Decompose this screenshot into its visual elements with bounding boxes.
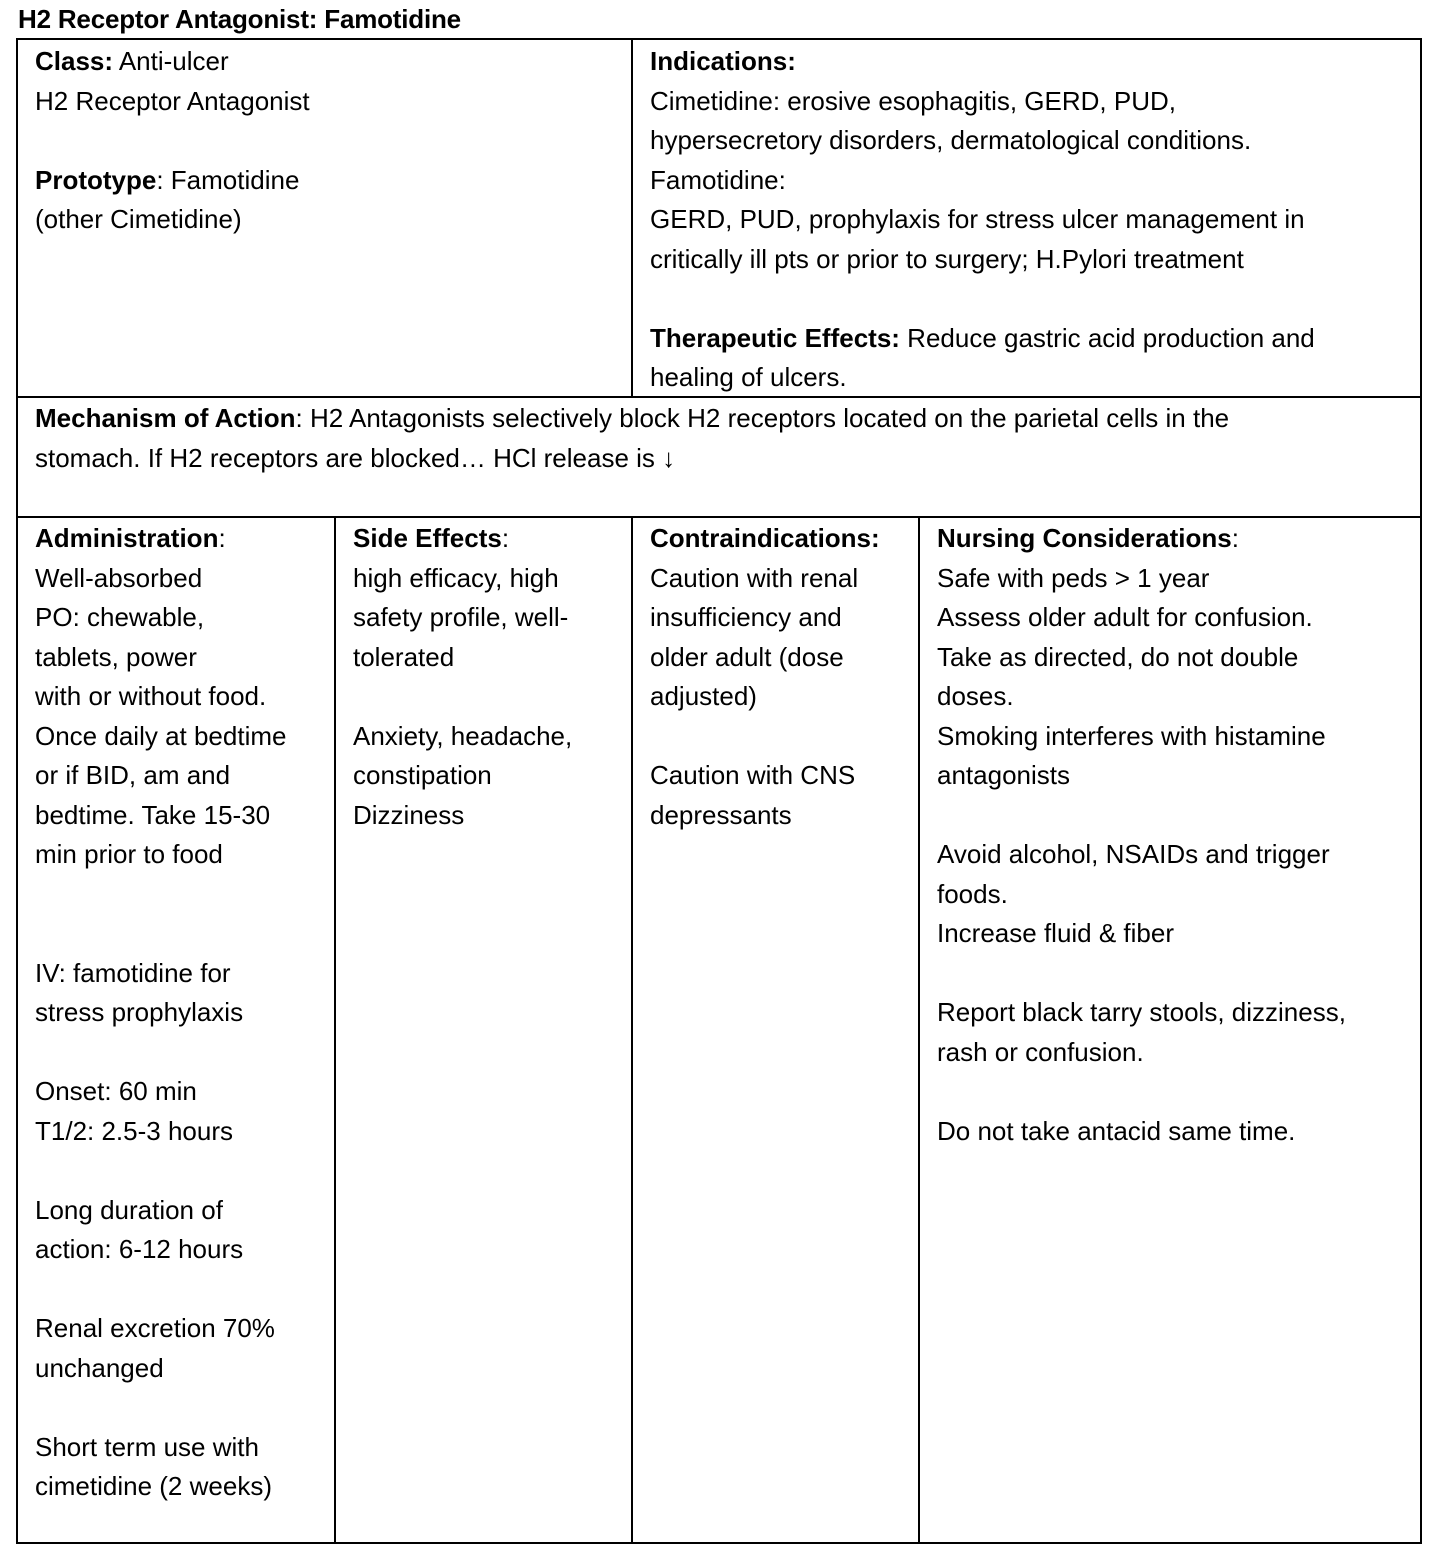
list-line: rash or confusion.	[937, 1036, 1144, 1067]
mechanism-text-1: : H2 Antagonists selectively block H2 receptors located on the parietal cells in the	[295, 403, 1230, 433]
list-line: adjusted)	[650, 681, 757, 711]
list-line: T1/2: 2.5-3 hours	[35, 1115, 233, 1146]
therapeutic-effects-cont: healing of ulcers.	[650, 362, 847, 392]
list-line: Short term use with	[35, 1431, 259, 1462]
list-line: Avoid alcohol, NSAIDs and trigger	[937, 839, 1330, 869]
list-line: Do not take antacid same time.	[937, 1115, 1296, 1146]
indications-line: GERD, PUD, prophylaxis for stress ulcer management in	[650, 204, 1305, 234]
list-line: PO: chewable,	[35, 602, 205, 632]
indications-cell	[633, 42, 1420, 396]
mechanism-label: Mechanism of Action	[35, 403, 296, 433]
administration-heading: Administration:	[35, 523, 226, 553]
drug-card-table	[16, 38, 1422, 1544]
class-label: Class:	[35, 46, 114, 76]
list-line: Renal excretion 70%	[35, 1313, 275, 1343]
class-line	[35, 42, 619, 82]
list-line: tablets, power	[35, 641, 197, 672]
list-line: stress prophylaxis	[35, 997, 244, 1027]
list-line: foods.	[937, 878, 1008, 909]
document-title: H2 Receptor Antagonist: Famotidine	[18, 4, 461, 34]
list-line: Take as directed, do not double	[937, 641, 1299, 672]
list-line: high efficacy, high	[353, 562, 559, 593]
divider-row2-bottom	[18, 516, 1420, 518]
indications-label: Indications:	[650, 46, 796, 76]
list-line: depressants	[650, 799, 792, 830]
list-line: Long duration of	[35, 1194, 223, 1225]
list-line: antagonists	[937, 760, 1070, 790]
list-line: Anxiety, headache,	[353, 720, 573, 751]
list-line: with or without food.	[35, 681, 267, 711]
indications-line: hypersecretory disorders, dermatological conditions.	[650, 125, 1252, 155]
therapeutic-effects-line	[650, 319, 1408, 359]
prototype-other: (other Cimetidine)	[35, 204, 242, 234]
side-effects-heading: Side Effects:	[353, 523, 510, 553]
therapeutic-effects-label: Therapeutic Effects:	[650, 322, 900, 353]
side-effects-label: Side Effects	[353, 523, 502, 553]
list-line: constipation	[353, 760, 492, 790]
list-line: safety profile, well-	[353, 602, 569, 632]
class-value: Anti-ulcer	[113, 46, 229, 76]
divider-row1-bottom	[18, 396, 1420, 398]
prototype-line	[35, 161, 619, 201]
administration-cell	[18, 519, 334, 1542]
list-line: Well-absorbed	[35, 562, 203, 593]
list-line: Onset: 60 min	[35, 1076, 197, 1106]
list-line: Report black tarry stools, dizziness,	[937, 997, 1346, 1027]
indications-line: Famotidine:	[650, 164, 786, 195]
nursing-content	[937, 559, 1408, 1152]
mechanism-line	[35, 399, 1408, 439]
indications-line: Cimetidine: erosive esophagitis, GERD, PUD,	[650, 85, 1176, 116]
prototype-value: : Famotidine	[156, 164, 300, 195]
contraindications-label: Contraindications:	[650, 523, 880, 553]
list-line: Caution with renal	[650, 562, 859, 593]
contraindications-cell	[633, 519, 918, 1542]
contraindications-content	[650, 559, 906, 836]
nursing-heading: Nursing Considerations:	[937, 523, 1239, 553]
list-line: Dizziness	[353, 799, 465, 830]
list-line: Once daily at bedtime	[35, 720, 287, 751]
mechanism-text-2: stomach. If H2 receptors are blocked… HCl release is ↓	[35, 442, 676, 473]
list-line: Increase fluid & fiber	[937, 918, 1175, 948]
nursing-label: Nursing Considerations	[937, 523, 1232, 553]
list-line: or if BID, am and	[35, 760, 231, 790]
list-line: Assess older adult for confusion.	[937, 602, 1313, 632]
list-line: Caution with CNS	[650, 760, 856, 790]
class-cell	[18, 42, 631, 396]
class-subtype: H2 Receptor Antagonist	[35, 85, 310, 116]
list-line: min prior to food	[35, 839, 223, 869]
list-line: unchanged	[35, 1352, 164, 1383]
list-line: action: 6-12 hours	[35, 1234, 244, 1264]
list-line: Safe with peds > 1 year	[937, 562, 1210, 593]
administration-label: Administration	[35, 523, 219, 553]
indications-line: critically ill pts or prior to surgery; H.Pylori treatment	[650, 243, 1244, 274]
administration-content	[35, 559, 322, 1507]
mechanism-cell	[18, 399, 1420, 516]
nursing-cell	[920, 519, 1420, 1542]
therapeutic-effects-value: Reduce gastric acid production and	[899, 322, 1315, 353]
list-line: IV: famotidine for	[35, 957, 231, 988]
list-line: cimetidine (2 weeks)	[35, 1471, 272, 1501]
side-effects-cell	[336, 519, 631, 1542]
list-line: older adult (dose	[650, 641, 844, 672]
list-line: insufficiency and	[650, 602, 842, 632]
side-effects-content	[353, 559, 619, 836]
list-line: Smoking interferes with histamine	[937, 720, 1326, 751]
prototype-label: Prototype	[35, 164, 157, 195]
list-line: bedtime. Take 15-30	[35, 799, 271, 830]
list-line: doses.	[937, 681, 1014, 711]
list-line: tolerated	[353, 641, 455, 672]
